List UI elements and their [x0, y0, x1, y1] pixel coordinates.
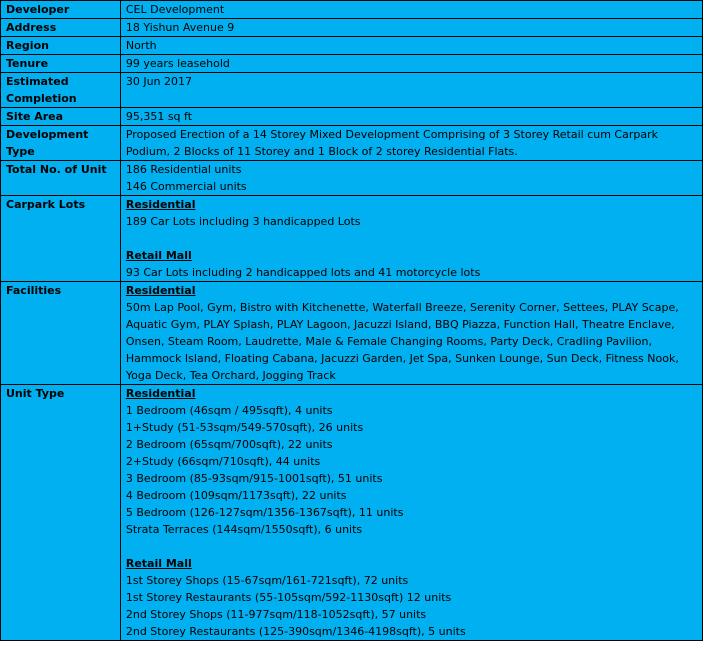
table-row: [1, 55, 703, 73]
table-row: [1, 126, 703, 161]
table-row: [1, 1, 703, 19]
table-row: [1, 196, 703, 282]
value-line: 4 Bedroom (109sqm/1173sqft), 22 units: [125, 489, 347, 502]
row-label-line: Type: [6, 145, 35, 158]
unit-type-value: [120, 385, 702, 641]
row-label: [1, 73, 121, 108]
section-heading: Retail Mall: [125, 249, 192, 262]
facilities-value: [120, 282, 702, 385]
table-row: [1, 108, 703, 126]
site-area-value: 95,351 sq ft: [120, 108, 702, 126]
table-row: [1, 73, 703, 108]
row-label-line: Estimated: [6, 75, 69, 88]
value-line: Hammock Island, Floating Cabana, Jacuzzi Garden, Jet Spa, Sunken Lounge, Sun Deck, Fitness Nook,: [125, 352, 679, 365]
section-heading: Residential: [125, 198, 196, 211]
value-line: 1+Study (51-53sqm/549-570sqft), 26 units: [125, 421, 364, 434]
value-line: 1st Storey Restaurants (55-105sqm/592-1130sqft) 12 units: [125, 591, 452, 604]
value-line: 186 Residential units: [125, 163, 242, 176]
value-line: 93 Car Lots including 2 handicapped lots and 41 motorcycle lots: [125, 266, 481, 279]
row-label: Developer: [1, 1, 121, 19]
table-row: [1, 19, 703, 37]
value-line: Strata Terraces (144sqm/1550sqft), 6 units: [125, 523, 363, 536]
value-line: 50m Lap Pool, Gym, Bistro with Kitchenette, Waterfall Breeze, Serenity Corner, Settees, PLAY Scape,: [125, 301, 679, 314]
row-label: Tenure: [1, 55, 121, 73]
value-line: 5 Bedroom (126-127sqm/1356-1367sqft), 11 units: [125, 506, 404, 519]
value-line: 3 Bedroom (85-93sqm/915-1001sqft), 51 units: [125, 472, 383, 485]
value-line: 146 Commercial units: [125, 180, 247, 193]
value-line: Aquatic Gym, PLAY Splash, PLAY Lagoon, Jacuzzi Island, BBQ Piazza, Function Hall, Theatre Enclave,: [125, 318, 675, 331]
completion-value: 30 Jun 2017: [120, 73, 702, 108]
row-label-line: Development: [6, 128, 89, 141]
row-label: Address: [1, 19, 121, 37]
table-row: [1, 282, 703, 385]
value-line: 2 Bedroom (65sqm/700sqft), 22 units: [125, 438, 333, 451]
row-label: Facilities: [1, 282, 121, 385]
tenure-value: 99 years leasehold: [120, 55, 702, 73]
value-line: 2nd Storey Restaurants (125-390sqm/1346-4198sqft), 5 units: [125, 625, 466, 638]
row-label: [1, 126, 121, 161]
row-label-line: Completion: [6, 92, 77, 105]
section-heading: Residential: [125, 284, 196, 297]
value-line: 1 Bedroom (46sqm / 495sqft), 4 units: [125, 404, 333, 417]
table-row: [1, 37, 703, 55]
carpark-value: [120, 196, 702, 282]
value-line: 2+Study (66sqm/710sqft), 44 units: [125, 455, 321, 468]
row-label: Unit Type: [1, 385, 121, 641]
region-value: North: [120, 37, 702, 55]
row-label: Carpark Lots: [1, 196, 121, 282]
value-line: Yoga Deck, Tea Orchard, Jogging Track: [125, 369, 336, 382]
spacer: [126, 538, 702, 555]
value-line: Podium, 2 Blocks of 11 Storey and 1 Block of 2 storey Residential Flats.: [125, 145, 518, 158]
spacer: [126, 230, 702, 247]
value-line: Proposed Erection of a 14 Storey Mixed Development Comprising of 3 Storey Retail cum Carpark: [125, 128, 658, 141]
value-line: Onsen, Steam Room, Laudrette, Male & Female Changing Rooms, Party Deck, Cradling Pavilion,: [125, 335, 652, 348]
table-row: [1, 385, 703, 641]
row-label: Site Area: [1, 108, 121, 126]
developer-value: CEL Development: [120, 1, 702, 19]
address-value: 18 Yishun Avenue 9: [120, 19, 702, 37]
value-line: 189 Car Lots including 3 handicapped Lots: [125, 215, 361, 228]
table-row: [1, 161, 703, 196]
value-line: 1st Storey Shops (15-67sqm/161-721sqft), 72 units: [125, 574, 409, 587]
row-label: Region: [1, 37, 121, 55]
development-type-value: [120, 126, 702, 161]
row-label: Total No. of Unit: [1, 161, 121, 196]
section-heading: Retail Mall: [125, 557, 192, 570]
total-units-value: [120, 161, 702, 196]
section-heading: Residential: [125, 387, 196, 400]
value-line: 2nd Storey Shops (11-977sqm/118-1052sqft), 57 units: [125, 608, 427, 621]
